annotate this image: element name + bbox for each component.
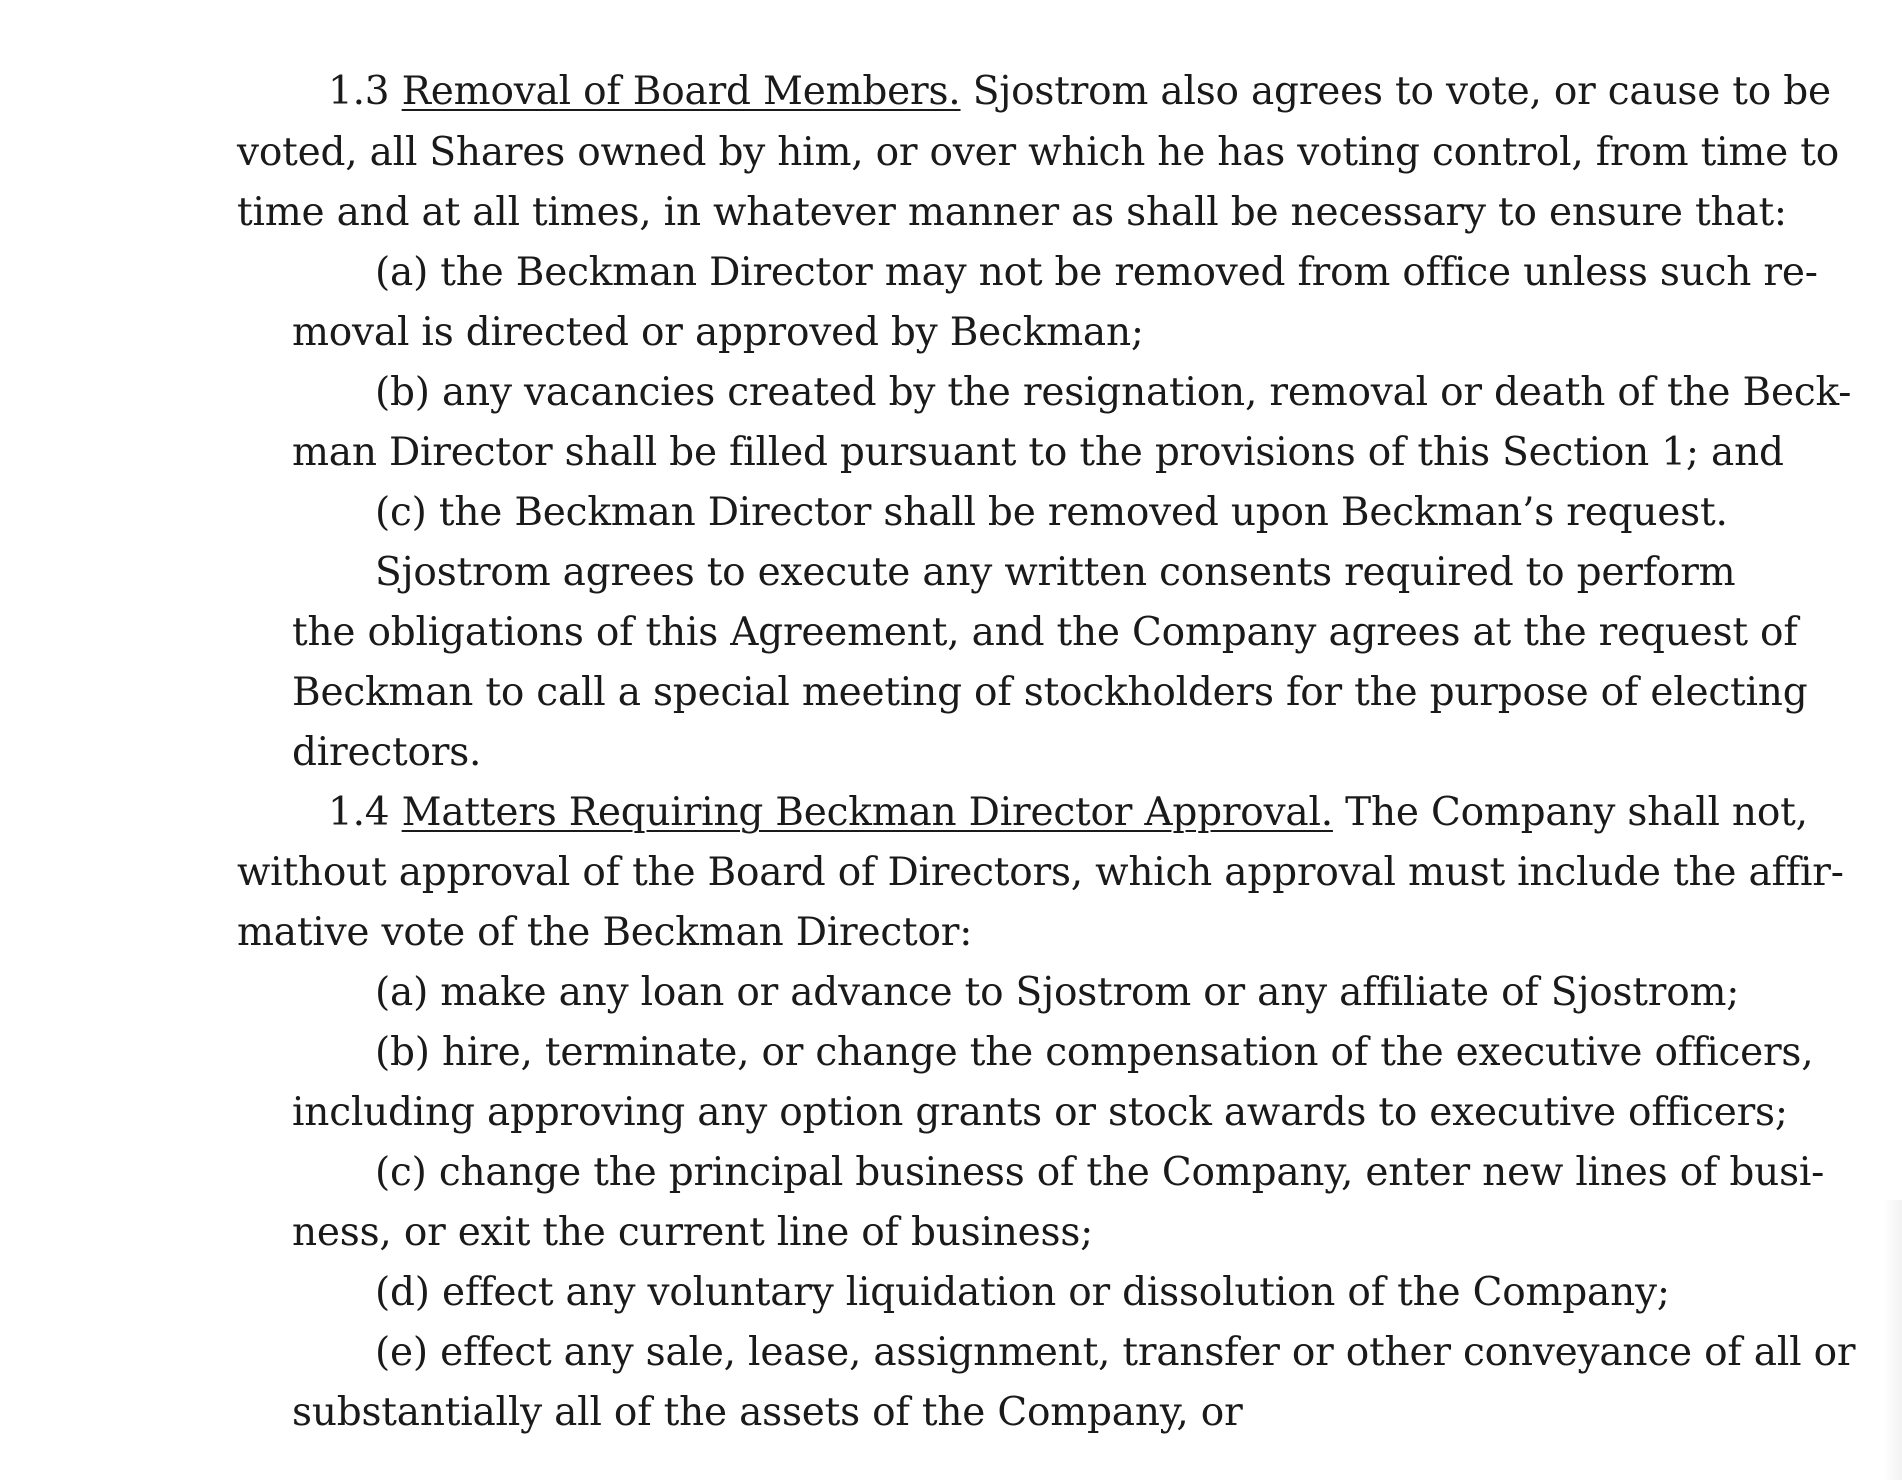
section-number: 1.4 — [328, 790, 390, 835]
clause-d-line-1: (d) effect any voluntary liquidation or dissolution of the Company; — [375, 1270, 1670, 1315]
section-1-4-line-1 — [328, 789, 1808, 837]
clause-c-line-1: (c) change the principal business of the Company, enter new lines of busi- — [375, 1150, 1825, 1195]
section-heading: Removal of Board Members. — [401, 69, 961, 114]
clause-a-line-1: (a) the Beckman Director may not be removed from office unless such re- — [375, 250, 1818, 295]
clause-a-line-2: moval is directed or approved by Beckman; — [292, 310, 1144, 355]
clause-b-line-2: including approving any option grants or stock awards to executive officers; — [292, 1090, 1788, 1135]
closing-line-4: directors. — [292, 730, 482, 775]
section-1-4-line-2: without approval of the Board of Directors, which approval must include the affir- — [237, 850, 1844, 895]
section-intro-text: The Company shall not, — [1332, 790, 1808, 835]
section-heading: Matters Requiring Beckman Director Approval. — [401, 790, 1333, 835]
closing-line-3: Beckman to call a special meeting of stockholders for the purpose of electing — [292, 670, 1808, 715]
clause-e-line-1: (e) effect any sale, lease, assignment, transfer or other conveyance of all or — [375, 1330, 1856, 1375]
section-1-3-line-2: voted, all Shares owned by him, or over which he has voting control, from time to — [237, 130, 1840, 175]
page-edge-shadow — [1884, 1200, 1902, 1480]
section-1-3-line-1 — [328, 68, 1831, 116]
section-intro-text: Sjostrom also agrees to vote, or cause to be — [960, 69, 1831, 114]
section-1-3-line-3: time and at all times, in whatever manner as shall be necessary to ensure that: — [237, 190, 1787, 235]
closing-line-1: Sjostrom agrees to execute any written consents required to perform — [375, 550, 1736, 595]
clause-e-line-2: substantially all of the assets of the Company, or — [292, 1390, 1243, 1435]
section-number: 1.3 — [328, 69, 390, 114]
clause-a-line-1: (a) make any loan or advance to Sjostrom or any affiliate of Sjostrom; — [375, 970, 1740, 1015]
closing-line-2: the obligations of this Agreement, and the Company agrees at the request of — [292, 610, 1798, 655]
section-1-4-line-3: mative vote of the Beckman Director: — [237, 910, 973, 955]
clause-b-line-1: (b) hire, terminate, or change the compensation of the executive officers, — [375, 1030, 1814, 1075]
clause-c-line-1: (c) the Beckman Director shall be removed upon Beckman’s request. — [375, 490, 1728, 535]
clause-b-line-2: man Director shall be filled pursuant to the provisions of this Section 1; and — [292, 430, 1784, 475]
clause-c-line-2: ness, or exit the current line of business; — [292, 1210, 1094, 1255]
clause-b-line-1: (b) any vacancies created by the resignation, removal or death of the Beck- — [375, 370, 1852, 415]
